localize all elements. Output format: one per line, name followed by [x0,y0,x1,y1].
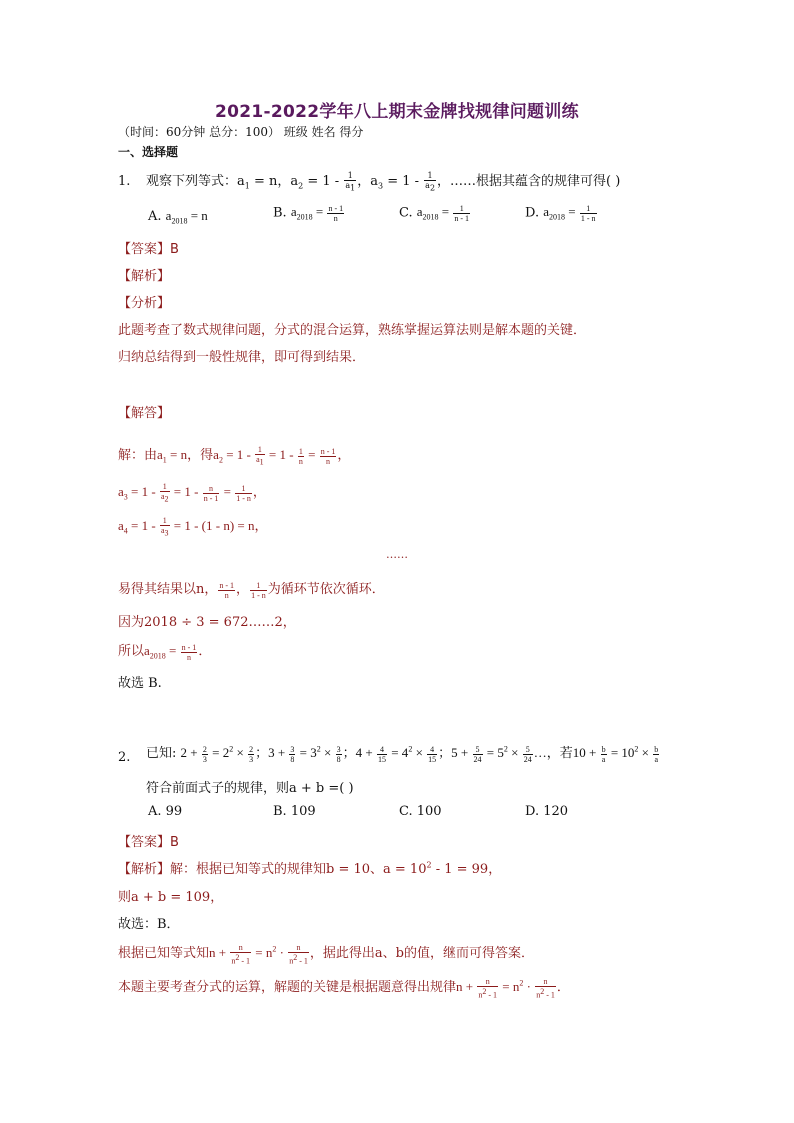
q2-explain-line1: 根据已知等式知n + $\frac{n}{n^2 - 1}$ = $n^2$ · $\frac{n}{n^2 - 1}$ ，据此得出a、b的值，继而可得答案． [118,942,534,966]
q1-stem: 观察下列等式：$a_1 = n$，$a_2 = 1$ - $\frac{1}{a_1}$ ，$a_3 = 1$ - $\frac{1}{a_2}$ ，……根据其蕴含的规律可得( ) [146,170,621,193]
q2-choose-line: 故选：B． [118,917,180,932]
q1-analysis-line2: 归纳总结得到一般性规律，即可得到结果． [118,350,366,365]
q2-jiexi-line: 【解析】解：根据已知等式的规律知b = 10、$a = 10^2 - 1 = 99$， [118,860,502,877]
q1-jieda-label: 【解答】 [118,406,171,421]
q2-answer: 【答案】B [118,835,179,850]
q1-jiexi-label: 【解析】 [118,269,171,284]
q1-choose-line: 故选 B. [118,676,162,691]
q1-solution-line1: 解：由$a_1 = n$，得$a_2 = 1$ - $\frac{1}{a_1}$ = 1 - $\frac{1}{n}$ = $\frac{n - 1}{n}$ ， [118,445,351,467]
q1-option-a: A. $a_{2018} = n$ [148,208,208,226]
q1-ellipsis: …… [386,548,408,561]
q2-number: 2. [118,750,131,765]
q1-option-b: B. $a_{2018}$ = $\frac{n - 1}{n}$ [273,204,344,223]
q1-answer: 【答案】B [118,242,179,257]
q2-stem-line2: 符合前面式子的规律，则a + b =( ) [146,781,354,796]
section-heading: 一、选择题 [118,145,179,159]
q2-explain-line2: 本题主要考查分式的运算，解题的关键是根据题意得出规律n + $\frac{n}{n^2 - 1}$ = $n^2$ · $\frac{n}{n^2 - 1}$ ． [118,976,570,1000]
q1-analysis-line1: 此题考查了数式规律问题，分式的混合运算，熟练掌握运算法则是解本题的关键． [118,323,587,338]
q1-option-d: D. $a_{2018}$ = $\frac{1}{1 - n}$ [525,204,596,223]
q1-solution-line3: $a_4 = 1$ - $\frac{1}{a_3}$ = 1 - (1 - n) = n， [118,516,268,538]
q1-option-c: C. $a_{2018}$ = $\frac{1}{n - 1}$ [399,204,470,223]
q2-option-c: C. 100 [399,804,442,819]
q1-because-line: 因为2018 ÷ 3 = 672……2， [118,615,296,630]
q2-option-d: D. 120 [525,804,569,819]
q1-so-line: 所以$a_{2018}$ = $\frac{n - 1}{n}$ ． [118,642,212,662]
q1-cycle-line: 易得其结果以n， $\frac{n - 1}{n}$ ， $\frac{1}{1 - n}$ 为循环节依次循环． [118,580,385,600]
q2-stem-line1: 已知: 2 + $\frac{2}{3}$ = $2^2$ × $\frac{2}{3}$ ；3 + $\frac{3}{8}$ = $3^2$ × $\frac{3}{8}$ ；4 + $\frac{4}{15}$ = $4^2$ × $\frac{4}{15}$ ；5 + $\frac{5}{24}$ = $5^2$ × $\frac{5}{24}$ …，若10 + $\frac{b}{a}$ = $10^2$ × $\frac{b}{a}$ [146,744,659,764]
q2-then-line: 则a + b = 109， [118,890,224,905]
page-title: 2021-2022学年八上期末金牌找规律问题训练 [215,102,579,122]
q2-option-b: B. 109 [273,804,316,819]
q1-solution-line2: $a_3 = 1$ - $\frac{1}{a_2}$ = 1 - $\frac{n}{n - 1}$ = $\frac{1}{1 - n}$ ， [118,482,266,504]
q2-option-a: A. 99 [148,804,183,819]
q1-fenxi-label: 【分析】 [118,296,171,311]
exam-meta: （时间：60分钟 总分：100） 班级 姓名 得分 [118,125,364,139]
q1-number: 1. [118,174,131,189]
